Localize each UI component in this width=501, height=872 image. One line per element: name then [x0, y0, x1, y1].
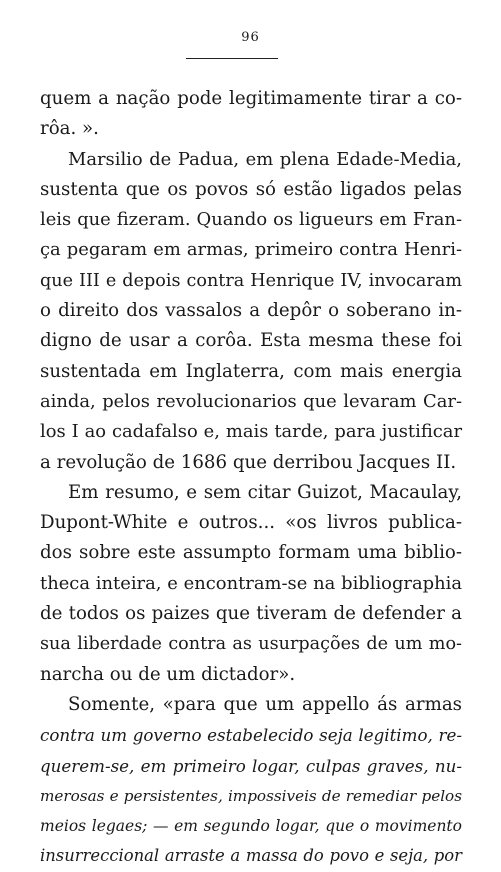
text-line: contra um governo estabelecido seja legitimo, re-: [40, 725, 462, 746]
text-line: merosas e persistentes, impossiveis de remediar pelos: [40, 786, 462, 805]
text-line: meios legaes; — em segundo logar, que o movimento: [40, 817, 462, 836]
header-rule: [186, 58, 278, 59]
text-line: ça pegaram em armas, primeiro contra Henri-: [40, 239, 462, 261]
text-line: ainda, pelos revolucionarios que levaram Car-: [40, 390, 462, 412]
text-line: sua liberdade contra as usurpações de um mo-: [40, 634, 462, 655]
text-line: Somente, «para que um appello ás armas: [68, 693, 462, 715]
text-line: theca inteira, e encontram-se na bibliographia: [40, 572, 462, 594]
text-line: leis que fizeram. Quando os ligueurs em Fran-: [40, 209, 462, 231]
text-line: Dupont-White e outros... «os livros publica-: [40, 512, 462, 534]
text-line: narcha ou de um dictador».: [40, 663, 296, 685]
text-line: los I ao cadafalso e, mais tarde, para justificar: [40, 421, 462, 443]
text-line: Marsilio de Padua, em plena Edade-Media,: [68, 148, 462, 170]
body-text: [40, 84, 462, 872]
text-line: sustenta que os povos só estão ligados pelas: [40, 178, 462, 200]
text-line: que III e depois contra Henrique IV, invocaram: [40, 270, 462, 291]
text-line: de todos os paizes que tiveram de defender a: [40, 603, 462, 625]
text-line: sustentada em Inglaterra, com mais energia: [40, 360, 462, 382]
text-line: insurreccional arraste a massa do povo e seja, por: [40, 846, 462, 866]
text-line: rôa. ».: [40, 118, 99, 140]
text-line: digno de usar a corôa. Esta mesma these foi: [40, 330, 462, 352]
page-number: 96: [241, 30, 260, 45]
text-line: o direito dos vassalos a depôr o soberano in-: [40, 300, 462, 322]
text-line: a revolução de 1686 que derribou Jacques II.: [40, 451, 457, 473]
text-line: Em resumo, e sem citar Guizot, Macaulay,: [68, 481, 462, 503]
text-line: querem-se, em primeiro logar, culpas graves, nu-: [40, 755, 462, 776]
text-line: quem a nação pode legitimamente tirar a co-: [40, 88, 462, 109]
text-line: dos sobre este assumpto formam uma biblio-: [40, 542, 462, 564]
